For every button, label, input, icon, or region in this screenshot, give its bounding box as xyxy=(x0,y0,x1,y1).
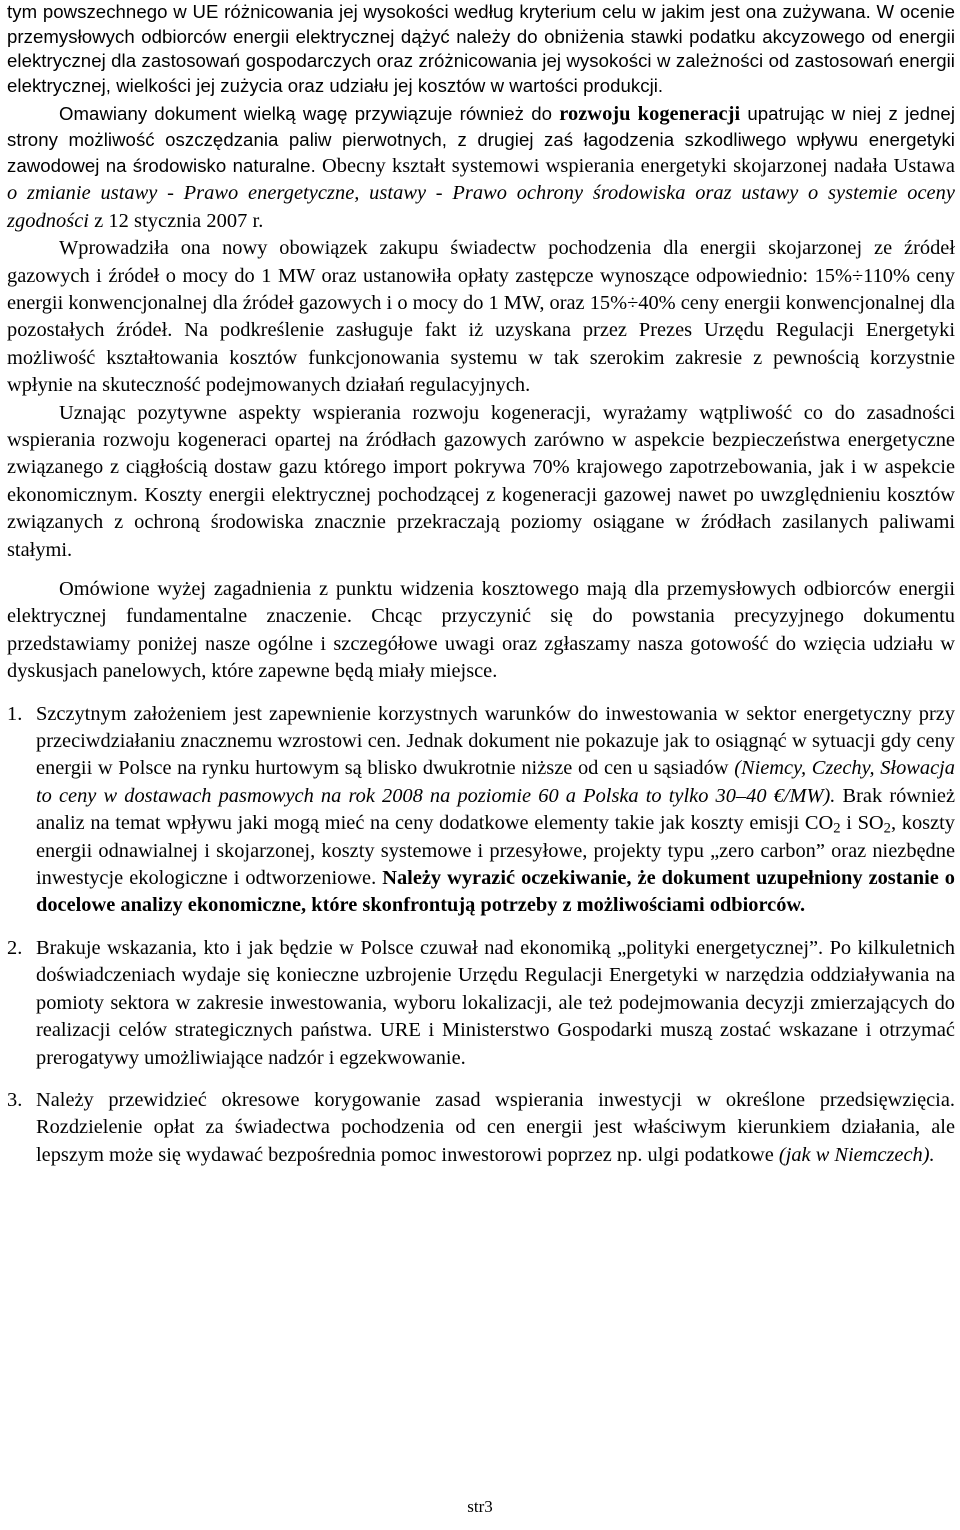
text-run: Obecny kształt systemowi wspierania energetyki skojarzonej nadała Ustawa xyxy=(315,154,956,177)
list-item xyxy=(7,701,955,920)
list-item xyxy=(7,935,955,1072)
italic-phrase: (Niemcy, Czechy, Słowacja to ceny w dostawach pasmowych na rok 2008 na poziomie 60 a Polska to tylko 30–40 €/MW). xyxy=(36,757,955,807)
text-run: Szczytnym założeniem jest zapewnienie korzystnych warunków do inwestowania w sektor energetyczny przy przeciwdziałaniu znacznemu wzrostowi cen. Jednak dokument nie pokazuje jak to osiągnąć w sytuacji gdy ceny energii w Polsce na rynku hurtowym są blisko dwukrotnie niższe od cen u sąsiadów xyxy=(36,702,955,780)
text-run: Brak również analiz na temat wpływu jaki mogą mieć na ceny dodatkowe elementy takie jak koszty emisji CO xyxy=(36,784,955,835)
paragraph-summary xyxy=(7,576,955,686)
text-run: , koszty energii odnawialnej i skojarzonej, koszty systemowe i przesyłowe, projekty typu „zero carbon” oraz niezbędne inwestycje ekologiczne i odtworzeniowe. xyxy=(36,812,955,890)
text-run: tym powszechnego w UE różnicowania jej wysokości według kryterium celu w jakim jest ona zużywana. W ocenie przemysłowych odbiorców energii elektrycznej dążyć należy do obniżenia stawki podatku akcyzowego od energii elektrycznej dla zastosowań gospodarczych oraz zróżnicowania jej wysokości w zależności od zastosowań energii elektrycznej, wielkości jej zużycia oraz udziału jej kosztów w wartości produkcji. xyxy=(7,1,955,96)
paragraph-gas-doubts xyxy=(7,400,955,564)
text-run: Omawiany dokument wielką wagę przywiązuje również do xyxy=(59,103,560,124)
text-run: Należy przewidzieć okresowe korygowanie zasad wspierania inwestycji w określone przedsięwzięcia. Rozdzielenie opłat za świadectwa pochodzenia od cen energii jest właściwym kierunkiem działania, ale lepszym może się wydawać bezpośrednia pomoc inwestorowi poprzez np. ulgi podatkowe xyxy=(36,1088,955,1166)
text-run: i SO xyxy=(840,812,884,835)
text-run: Koszty energii elektrycznej pochodzącej z kogeneracji gazowej nawet po uwzględnieniu kosztów związanych z ochroną środowiska znacznie przekraczają poziomy osiągane w źródłach zasilanych paliwami stałymi. xyxy=(7,483,955,561)
subscript: 2 xyxy=(883,820,891,837)
item-number: 2. xyxy=(7,936,23,959)
bold-phrase: Należy wyrazić oczekiwanie, że dokument uzupełniony zostanie o docelowe analizy ekonomiczne, które skonfrontują potrzeby z możliwościami odbiorców. xyxy=(36,867,955,917)
document-page xyxy=(7,0,955,1169)
list-item xyxy=(7,1087,955,1169)
text-run: Chcąc przyczynić się do powstania precyzyjnego dokumentu przedstawiamy poniżej nasze ogólne i szczegółowe uwagi oraz zgłaszamy nasza gotowość do wzięcia udziału w dyskusjach panelowych, które zapewne będą miały miejsce. xyxy=(7,605,955,683)
text-run: Na podkreślenie zasługuje fakt iż uzyskana przez Prezes Urzędu Regulacji Energetyki możliwość kształtowania kosztów funkcjonowania systemu w tak szerokim zakresie z pewnością korzystnie wpłynie na skuteczność podejmowanych działań regulacyjnych. xyxy=(7,319,955,397)
item-number: 1. xyxy=(7,702,23,725)
text-run: Brakuje wskazania, kto i jak będzie w Polsce czuwał nad ekonomiką „polityki energetycznej”. Po kilkuletnich doświadczeniach wydaje się konieczne uzbrojenie Urzędu Regulacji Energetyki w narzędzia oddziaływania na pomioty sektora w zakresie inwestowania, wyboru lokalizacji, ale też podejmowania decyzji zmierzających do realizacji celów strategicznych państwa. URE i Ministerstwo Gospodarki muszą zostać wskazane i otrzymać prerogatywy umożliwiające nadzór i egzekwowanie. xyxy=(36,936,955,1069)
text-run: upatrując w niej z jednej strony możliwość oszczędzania paliw pierwotnych, z drugiej zaś łagodzenia szkodliwego wpływu energetyki zawodowej na środowisko naturalne. xyxy=(7,103,955,176)
paragraph-excise-tax xyxy=(7,0,955,98)
remarks-list xyxy=(7,701,955,1170)
act-title: o zmianie ustawy - Prawo energetyczne, ustawy - Prawo ochrony środowiska oraz ustawy o systemie oceny zgodności xyxy=(7,182,955,232)
italic-phrase: (jak w Niemczech). xyxy=(778,1143,935,1166)
paragraph-certificates xyxy=(7,235,955,399)
page-number: str3 xyxy=(467,1497,493,1516)
paragraph-cogeneration xyxy=(7,101,955,235)
text-run: Omówione wyżej zagadnienia z punktu widzenia kosztowego mają dla przemysłowych odbiorców energii elektrycznej fundamentalne znaczenie. xyxy=(7,578,955,628)
text-run: Uznając pozytywne aspekty wspierania rozwoju kogeneracji, wyrażamy wątpliwość co do zasadności wspierania rozwoju kogeneraci opartej na źródłach gazowych zarówno w aspekcie bezpieczeństwa energetyczne związanego z ciągłością dostaw gazu którego import pokrywa 70% krajowego zapotrzebowania, jak i w aspekcie ekonomicznym. xyxy=(7,401,955,506)
item-number: 3. xyxy=(7,1088,23,1111)
text-run: Wprowadziła ona nowy obowiązek zakupu świadectw pochodzenia dla energii skojarzonej ze źródeł gazowych i źródeł o mocy do 1 MW oraz ustanowiła opłaty zastępcze wynoszące odpowiednio: 15%÷110% ceny energii konwencjonalnej dla źródeł gazowych i o mocy do 1 MW, oraz 15%÷40% ceny energii konwencjonalnej dla pozostałych źródeł. xyxy=(7,237,955,342)
subscript: 2 xyxy=(833,820,841,837)
bold-phrase: rozwoju kogeneracji xyxy=(559,103,741,125)
text-run: z 12 stycznia 2007 r. xyxy=(89,209,264,232)
